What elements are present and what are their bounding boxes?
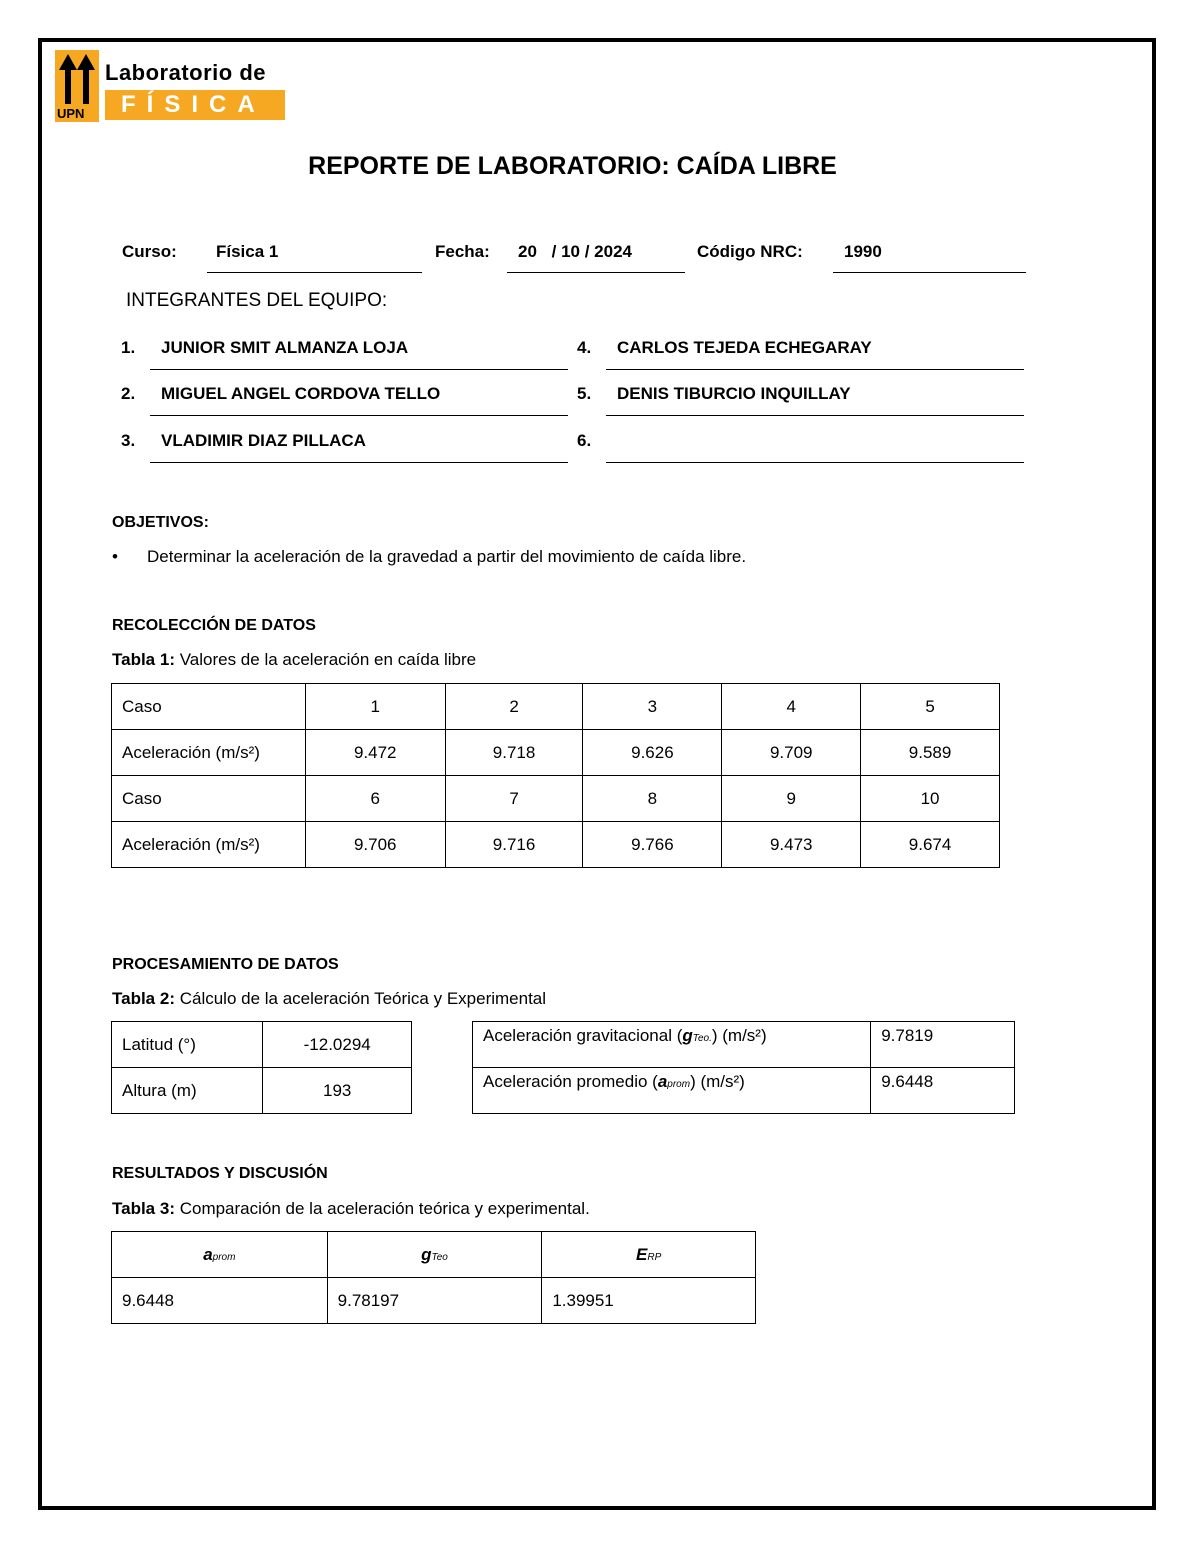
table-cell: 9.718 xyxy=(445,730,583,776)
a-subscript: prom xyxy=(667,1079,691,1090)
member-name: JUNIOR SMIT ALMANZA LOJA xyxy=(150,338,568,370)
table-cell: 8 xyxy=(583,776,722,822)
tabla2-right xyxy=(472,1021,1015,1114)
member-name: MIGUEL ANGEL CORDOVA TELLO xyxy=(150,384,568,416)
fecha-label: Fecha: xyxy=(435,242,490,261)
tabla3-caption xyxy=(112,1199,590,1219)
table-cell: 9.716 xyxy=(445,822,583,868)
tabla2-caption-bold: Tabla 2: xyxy=(112,989,175,1008)
tabla3-caption-text: Comparación de la aceleración teórica y experimental. xyxy=(174,1199,590,1218)
tabla1-caption-text: Valores de la aceleración en caída libre xyxy=(174,650,477,669)
nrc-label: Código NRC: xyxy=(697,242,803,261)
cell-text: Aceleración promedio ( xyxy=(483,1072,658,1091)
table-row xyxy=(112,1022,412,1068)
table-cell: 10 xyxy=(861,776,1000,822)
g-symbol: g xyxy=(682,1026,693,1045)
g-subscript: Teo xyxy=(431,1251,448,1263)
tabla1-caption-bold: Tabla 1: xyxy=(112,650,175,669)
table-row xyxy=(112,684,1000,730)
table-cell xyxy=(473,1022,871,1068)
table-row xyxy=(112,730,1000,776)
procesamiento-heading: PROCESAMIENTO DE DATOS xyxy=(112,956,339,973)
team-heading: INTEGRANTES DEL EQUIPO: xyxy=(126,290,388,311)
cell-text: ) (m/s²) xyxy=(711,1026,767,1045)
table-cell: 9.473 xyxy=(722,822,861,868)
objetivos-heading: OBJETIVOS: xyxy=(112,514,209,531)
table-cell: 3 xyxy=(583,684,722,730)
g-subscript: Teo. xyxy=(692,1033,712,1044)
member-name: DENIS TIBURCIO INQUILLAY xyxy=(606,384,1024,416)
table-cell: 9.78197 xyxy=(327,1278,542,1324)
table-cell: 9 xyxy=(722,776,861,822)
tabla1-caption xyxy=(112,650,476,670)
tabla2-caption xyxy=(112,989,546,1009)
table-row xyxy=(473,1022,1015,1068)
tabla3 xyxy=(111,1231,756,1324)
table-cell xyxy=(473,1068,871,1114)
curso-field: Física 1 xyxy=(207,242,422,273)
member-name: VLADIMIR DIAZ PILLACA xyxy=(150,431,568,463)
table-cell: 2 xyxy=(445,684,583,730)
objetivo-text: Determinar la aceleración de la gravedad a partir del movimiento de caída libre. xyxy=(147,547,747,566)
table-cell: Caso xyxy=(112,776,306,822)
logo-lab-text: Laboratorio de xyxy=(105,60,267,85)
fecha-mes-anio: / 10 / 2024 xyxy=(551,242,632,261)
table-row xyxy=(112,1232,756,1278)
nrc-field: 1990 xyxy=(833,242,1026,273)
cell-text: ) (m/s²) xyxy=(690,1072,745,1091)
resultados-heading: RESULTADOS Y DISCUSIÓN xyxy=(112,1165,328,1182)
table-row xyxy=(473,1068,1015,1114)
table-cell: 9.674 xyxy=(861,822,1000,868)
table-cell: 9.709 xyxy=(722,730,861,776)
logo-upn-text: UPN xyxy=(57,106,85,121)
g-symbol: g xyxy=(421,1244,432,1264)
table-cell: Caso xyxy=(112,684,306,730)
bullet-icon: • xyxy=(112,547,118,566)
member-name: CARLOS TEJEDA ECHEGARAY xyxy=(606,338,1024,370)
table-cell: Altura (m) xyxy=(112,1068,263,1114)
table-cell: 5 xyxy=(861,684,1000,730)
tabla2-left xyxy=(111,1021,412,1114)
table-cell: 193 xyxy=(263,1068,412,1114)
table-cell: 9.6448 xyxy=(871,1068,1015,1114)
table-row xyxy=(112,1278,756,1324)
table-cell: 9.626 xyxy=(583,730,722,776)
recoleccion-heading: RECOLECCIÓN DE DATOS xyxy=(112,617,316,634)
upn-arrow-icon xyxy=(55,50,99,122)
table-cell: Aceleración (m/s²) xyxy=(112,730,306,776)
table-header-cell xyxy=(542,1232,756,1278)
member-num: 3. xyxy=(121,431,136,450)
table-cell: 9.6448 xyxy=(112,1278,328,1324)
tabla3-caption-bold: Tabla 3: xyxy=(112,1199,175,1218)
table-row xyxy=(112,822,1000,868)
member-num: 6. xyxy=(577,431,592,450)
a-symbol: a xyxy=(203,1244,213,1264)
table-cell: 9.7819 xyxy=(871,1022,1015,1068)
tabla1 xyxy=(111,683,1000,868)
a-subscript: prom xyxy=(212,1251,236,1263)
cell-text: Aceleración gravitacional ( xyxy=(483,1026,683,1045)
table-header-cell xyxy=(327,1232,542,1278)
member-num: 5. xyxy=(577,384,592,403)
fecha-field xyxy=(507,242,685,273)
table-cell: 9.589 xyxy=(861,730,1000,776)
table-cell: 6 xyxy=(305,776,445,822)
a-symbol: a xyxy=(657,1072,668,1091)
tabla2-caption-text: Cálculo de la aceleración Teórica y Experimental xyxy=(174,989,547,1008)
table-cell: 9.766 xyxy=(583,822,722,868)
member-num: 1. xyxy=(121,338,136,357)
upn-logo xyxy=(55,50,287,122)
table-cell: 9.706 xyxy=(305,822,445,868)
table-row xyxy=(112,1068,412,1114)
table-cell: 9.472 xyxy=(305,730,445,776)
table-cell: -12.0294 xyxy=(263,1022,412,1068)
table-cell: 1.39951 xyxy=(542,1278,756,1324)
table-cell: Latitud (°) xyxy=(112,1022,263,1068)
fecha-dia: 20 xyxy=(518,242,537,261)
objetivo-item xyxy=(112,547,746,567)
member-num: 4. xyxy=(577,338,592,357)
member-name xyxy=(606,431,1024,463)
table-cell: 4 xyxy=(722,684,861,730)
logo-fisica-text: FÍSICA xyxy=(105,90,285,120)
table-row xyxy=(112,776,1000,822)
report-title: REPORTE DE LABORATORIO: CAÍDA LIBRE xyxy=(308,152,837,180)
table-header-cell xyxy=(112,1232,328,1278)
e-subscript: RP xyxy=(647,1251,662,1263)
member-num: 2. xyxy=(121,384,136,403)
curso-label: Curso: xyxy=(122,242,177,261)
e-symbol: E xyxy=(636,1244,648,1264)
table-cell: 7 xyxy=(445,776,583,822)
table-cell: 1 xyxy=(305,684,445,730)
table-cell: Aceleración (m/s²) xyxy=(112,822,306,868)
